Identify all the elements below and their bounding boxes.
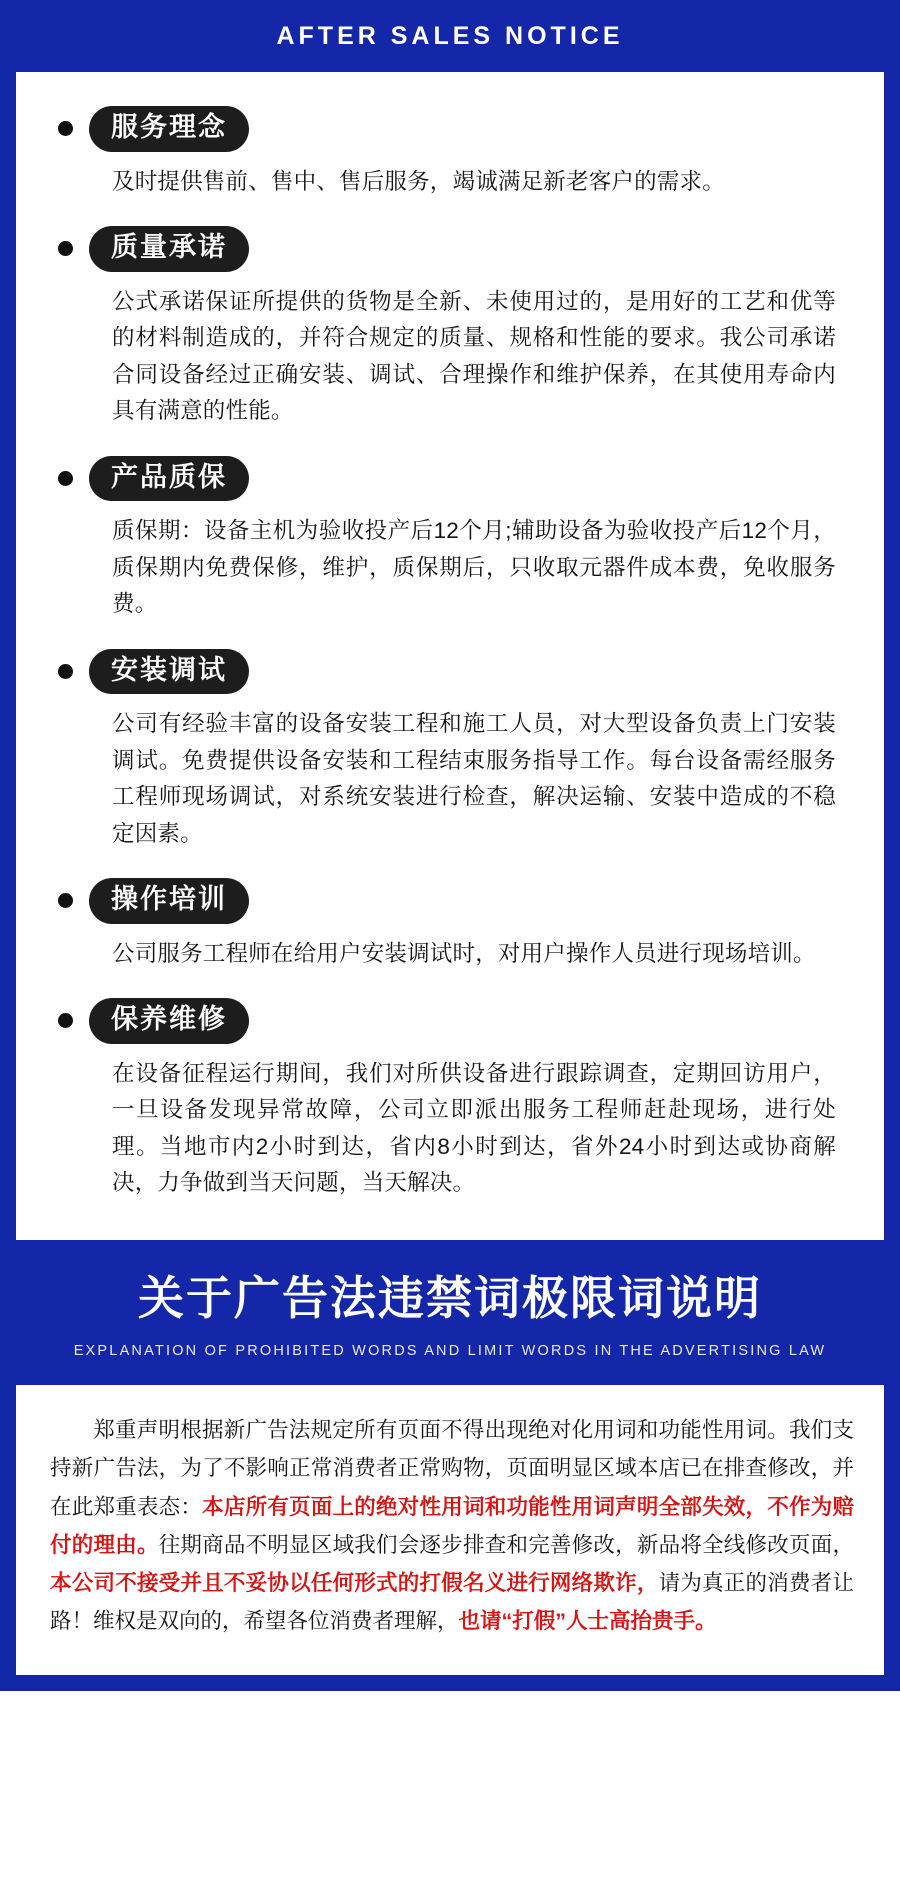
- section-installation-commissioning: [40, 649, 854, 852]
- statement-part-2: 往期商品不明显区域我们会逐步排查和完善修改，新品将全线修改页面，: [158, 1532, 854, 1557]
- section-service-philosophy: [40, 106, 854, 200]
- statement-section: [0, 1385, 900, 1675]
- section-body: 在设备征程运行期间，我们对所供设备进行跟踪调查，定期回访用户，一旦设备发现异常故障，公司立即派出服务工程师赶赴现场，进行处理。当地市内2小时到达，省内8小时到达，省外24小时到达或协商解决，力争做到当天问题，当天解决。: [112, 1060, 836, 1196]
- bullet-icon: [58, 241, 73, 256]
- section-product-warranty: [40, 456, 854, 623]
- section-header: [40, 998, 854, 1044]
- section-body: 质保期：设备主机为验收投产后12个月;辅助设备为验收投产后12个月，质保期内免费保修，维护，质保期后，只收取元器件成本费，免收服务费。: [112, 518, 836, 617]
- section-heading: 服务理念: [89, 106, 249, 152]
- section-body: 公司服务工程师在给用户安装调试时，对用户操作人员进行现场培训。: [112, 940, 816, 966]
- section-operation-training: [40, 878, 854, 972]
- section-header: [40, 456, 854, 502]
- sections-list: [16, 72, 884, 1240]
- section-heading: 保养维修: [89, 998, 249, 1044]
- section-heading: 安装调试: [89, 649, 249, 695]
- statement-text: [50, 1411, 854, 1641]
- section-quality-commitment: [40, 226, 854, 429]
- section-header: [40, 649, 854, 695]
- section-body: 及时提供售前、售中、售后服务，竭诚满足新老客户的需求。: [112, 168, 725, 194]
- section-body: 公司有经验丰富的设备安装工程和施工人员，对大型设备负责上门安装调试。免费提供设备安装和工程结束服务指导工作。每台设备需经服务工程师现场调试，对系统安装进行检查，解决运输、安装中造成的不稳定因素。: [112, 711, 836, 846]
- statement-part-3: 请为真正的消费者让路！维权是双向的，希望各位消费者理解，: [50, 1571, 854, 1634]
- section-heading: 操作培训: [89, 878, 249, 924]
- advertising-law-title: 关于广告法违禁词极限词说明: [138, 1271, 762, 1324]
- section-body: 公式承诺保证所提供的货物是全新、未使用过的，是用好的工艺和优等的材料制造成的，并符合规定的质量、规格和性能的要求。我公司承诺合同设备经过正确安装、调试、合理操作和维护保养，在其使用寿命内具有满意的性能。: [112, 288, 836, 424]
- section-header: [40, 878, 854, 924]
- section-header: [40, 106, 854, 152]
- statement-red-3: 也请“打假”人士高抬贵手。: [458, 1609, 717, 1634]
- section-heading: 产品质保: [89, 456, 249, 502]
- bullet-icon: [58, 664, 73, 679]
- advertising-law-banner: [0, 1240, 900, 1386]
- statement-red-1: 本店所有页面上的绝对性用词和功能性用词声明全部失效，不作为赔付的理由。: [50, 1494, 854, 1557]
- top-banner-title: AFTER SALES NOTICE: [276, 21, 624, 50]
- bottom-bar: [0, 1675, 900, 1691]
- bullet-icon: [58, 1013, 73, 1028]
- bullet-icon: [58, 471, 73, 486]
- section-maintenance-repair: [40, 998, 854, 1201]
- bullet-icon: [58, 893, 73, 908]
- advertising-law-subtitle: EXPLANATION OF PROHIBITED WORDS AND LIMIT WORDS IN THE ADVERTISING LAW: [73, 1343, 827, 1360]
- content-body: [0, 72, 900, 1240]
- statement-part-1: 郑重声明根据新广告法规定所有页面不得出现绝对化用词和功能性用词。我们支持新广告法，为了不影响正常消费者正常购物，页面明显区域本店已在排查修改，并在此郑重表态：: [50, 1418, 854, 1519]
- bullet-icon: [58, 121, 73, 136]
- section-header: [40, 226, 854, 272]
- section-heading: 质量承诺: [89, 226, 249, 272]
- top-banner: [0, 0, 900, 72]
- statement-red-2: 本公司不接受并且不妥协以任何形式的打假名义进行网络欺诈，: [50, 1571, 659, 1596]
